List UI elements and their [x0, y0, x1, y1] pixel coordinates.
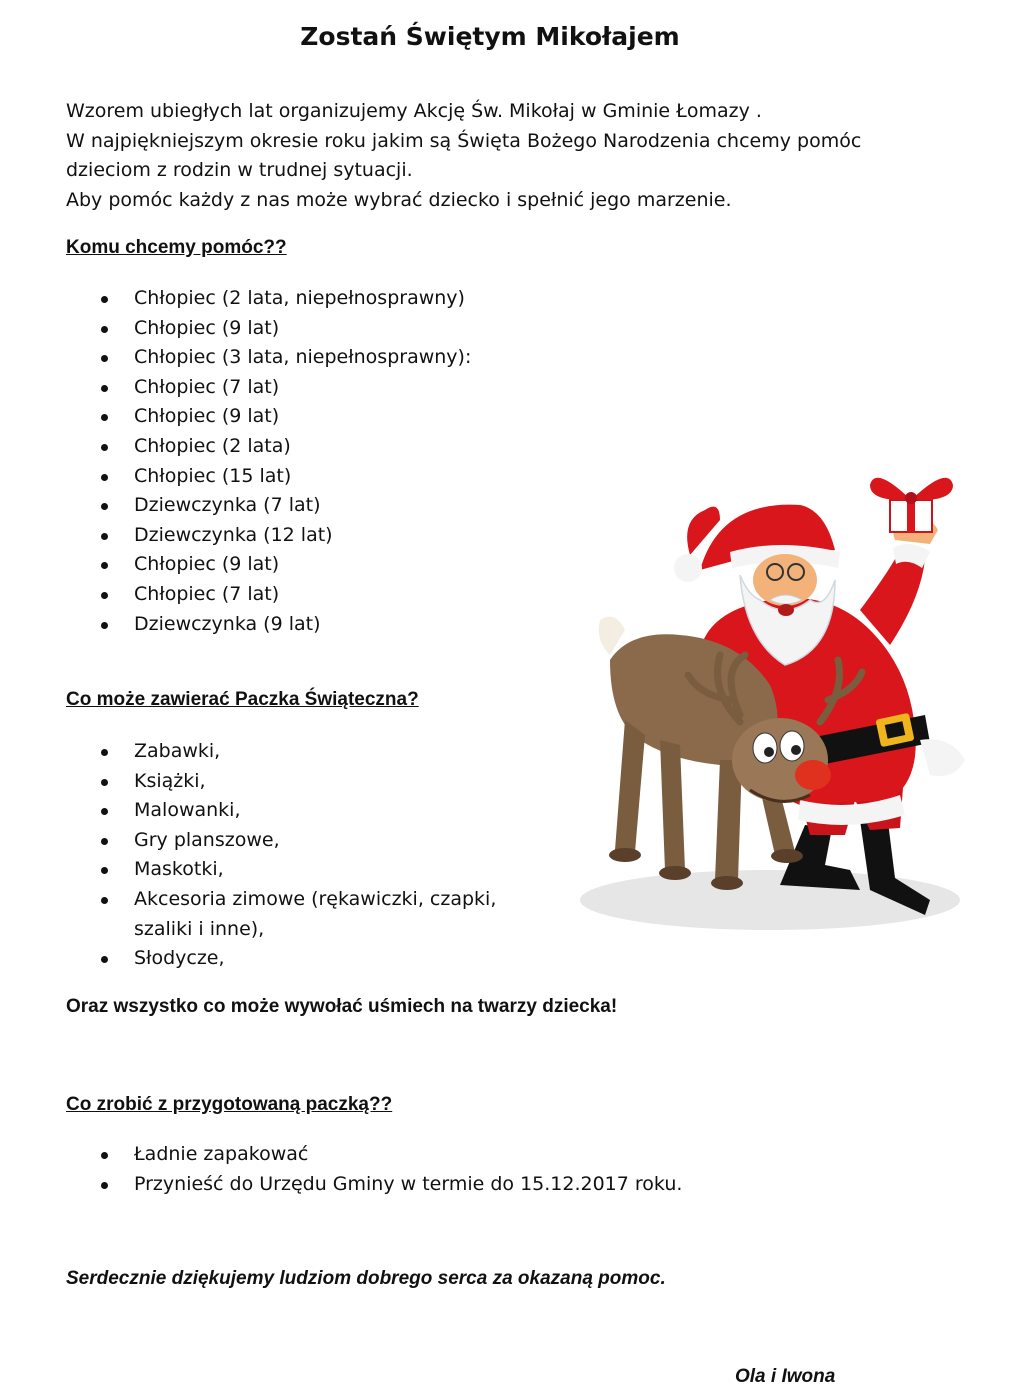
bullet-icon	[101, 474, 108, 481]
thanks-message: Serdecznie dziękujemy ludziom dobrego serca za okazaną pomoc.	[66, 1268, 666, 1289]
list-item: Chłopiec (9 lat)	[96, 314, 471, 344]
santa-with-reindeer-illustration	[570, 460, 980, 960]
bullet-icon	[101, 808, 108, 815]
list-item: Przynieść do Urzędu Gminy w termie do 15.12.2017 roku.	[96, 1170, 682, 1200]
intro-line: W najpiękniejszym okresie roku jakim są Święta Bożego Narodzenia chcemy pomóc	[66, 129, 862, 152]
bullet-icon	[101, 1152, 108, 1159]
list-item: Chłopiec (9 lat)	[96, 550, 471, 580]
package-closing-line: Oraz wszystko co może wywołać uśmiech na twarzy dziecka!	[66, 996, 618, 1017]
bullet-icon	[101, 838, 108, 845]
children-heading: Komu chcemy pomóc??	[66, 237, 287, 258]
list-item: Dziewczynka (12 lat)	[96, 521, 471, 551]
bullet-icon	[101, 562, 108, 569]
list-item: Zabawki,	[96, 737, 534, 767]
bullet-icon	[101, 592, 108, 599]
bullet-icon	[101, 897, 108, 904]
gift-icon	[870, 478, 953, 532]
list-item: Chłopiec (2 lata)	[96, 432, 471, 462]
list-item: Akcesoria zimowe (rękawiczki, czapki, szaliki i inne),	[96, 885, 534, 944]
list-item: Chłopiec (15 lat)	[96, 462, 471, 492]
list-item: Książki,	[96, 767, 534, 797]
bullet-icon	[101, 533, 108, 540]
list-item: Chłopiec (7 lat)	[96, 580, 471, 610]
bullet-icon	[101, 622, 108, 629]
intro-line: dzieciom z rodzin w trudnej sytuacji.	[66, 159, 413, 181]
bullet-icon	[101, 749, 108, 756]
bullet-icon	[101, 956, 108, 963]
list-item: Chłopiec (3 lata, niepełnosprawny):	[96, 343, 471, 373]
list-item: Chłopiec (2 lata, niepełnosprawny)	[96, 284, 471, 314]
package-list	[96, 737, 534, 974]
intro-line: Wzorem ubiegłych lat organizujemy Akcję Św. Mikołaj w Gminie Łomazy .	[66, 100, 762, 122]
list-item: Malowanki,	[96, 796, 534, 826]
children-list	[96, 284, 471, 639]
bullet-icon	[101, 503, 108, 510]
bullet-icon	[101, 326, 108, 333]
list-item: Gry planszowe,	[96, 826, 534, 856]
page-title: Zostań Świętym Mikołajem	[300, 22, 680, 51]
bullet-icon	[101, 414, 108, 421]
list-item: Maskotki,	[96, 855, 534, 885]
bullet-icon	[101, 444, 108, 451]
bullet-icon	[101, 779, 108, 786]
package-heading: Co może zawierać Paczka Świąteczna?	[66, 689, 419, 710]
bullet-icon	[101, 867, 108, 874]
instructions-list	[96, 1140, 682, 1199]
bullet-icon	[101, 296, 108, 303]
list-item: Dziewczynka (7 lat)	[96, 491, 471, 521]
bullet-icon	[101, 385, 108, 392]
list-item: Ładnie zapakować	[96, 1140, 682, 1170]
bullet-icon	[101, 355, 108, 362]
bullet-icon	[101, 1182, 108, 1189]
list-item: Chłopiec (9 lat)	[96, 402, 471, 432]
red-nose-icon	[795, 760, 831, 790]
list-item: Dziewczynka (9 lat)	[96, 610, 471, 640]
list-item: Słodycze,	[96, 944, 534, 974]
instructions-heading: Co zrobić z przygotowaną paczką??	[66, 1094, 393, 1115]
signature: Ola i Iwona	[735, 1366, 836, 1387]
intro-paragraph	[66, 97, 946, 215]
intro-line: Aby pomóc każdy z nas może wybrać dziecko i spełnić jego marzenie.	[66, 188, 732, 211]
list-item: Chłopiec (7 lat)	[96, 373, 471, 403]
